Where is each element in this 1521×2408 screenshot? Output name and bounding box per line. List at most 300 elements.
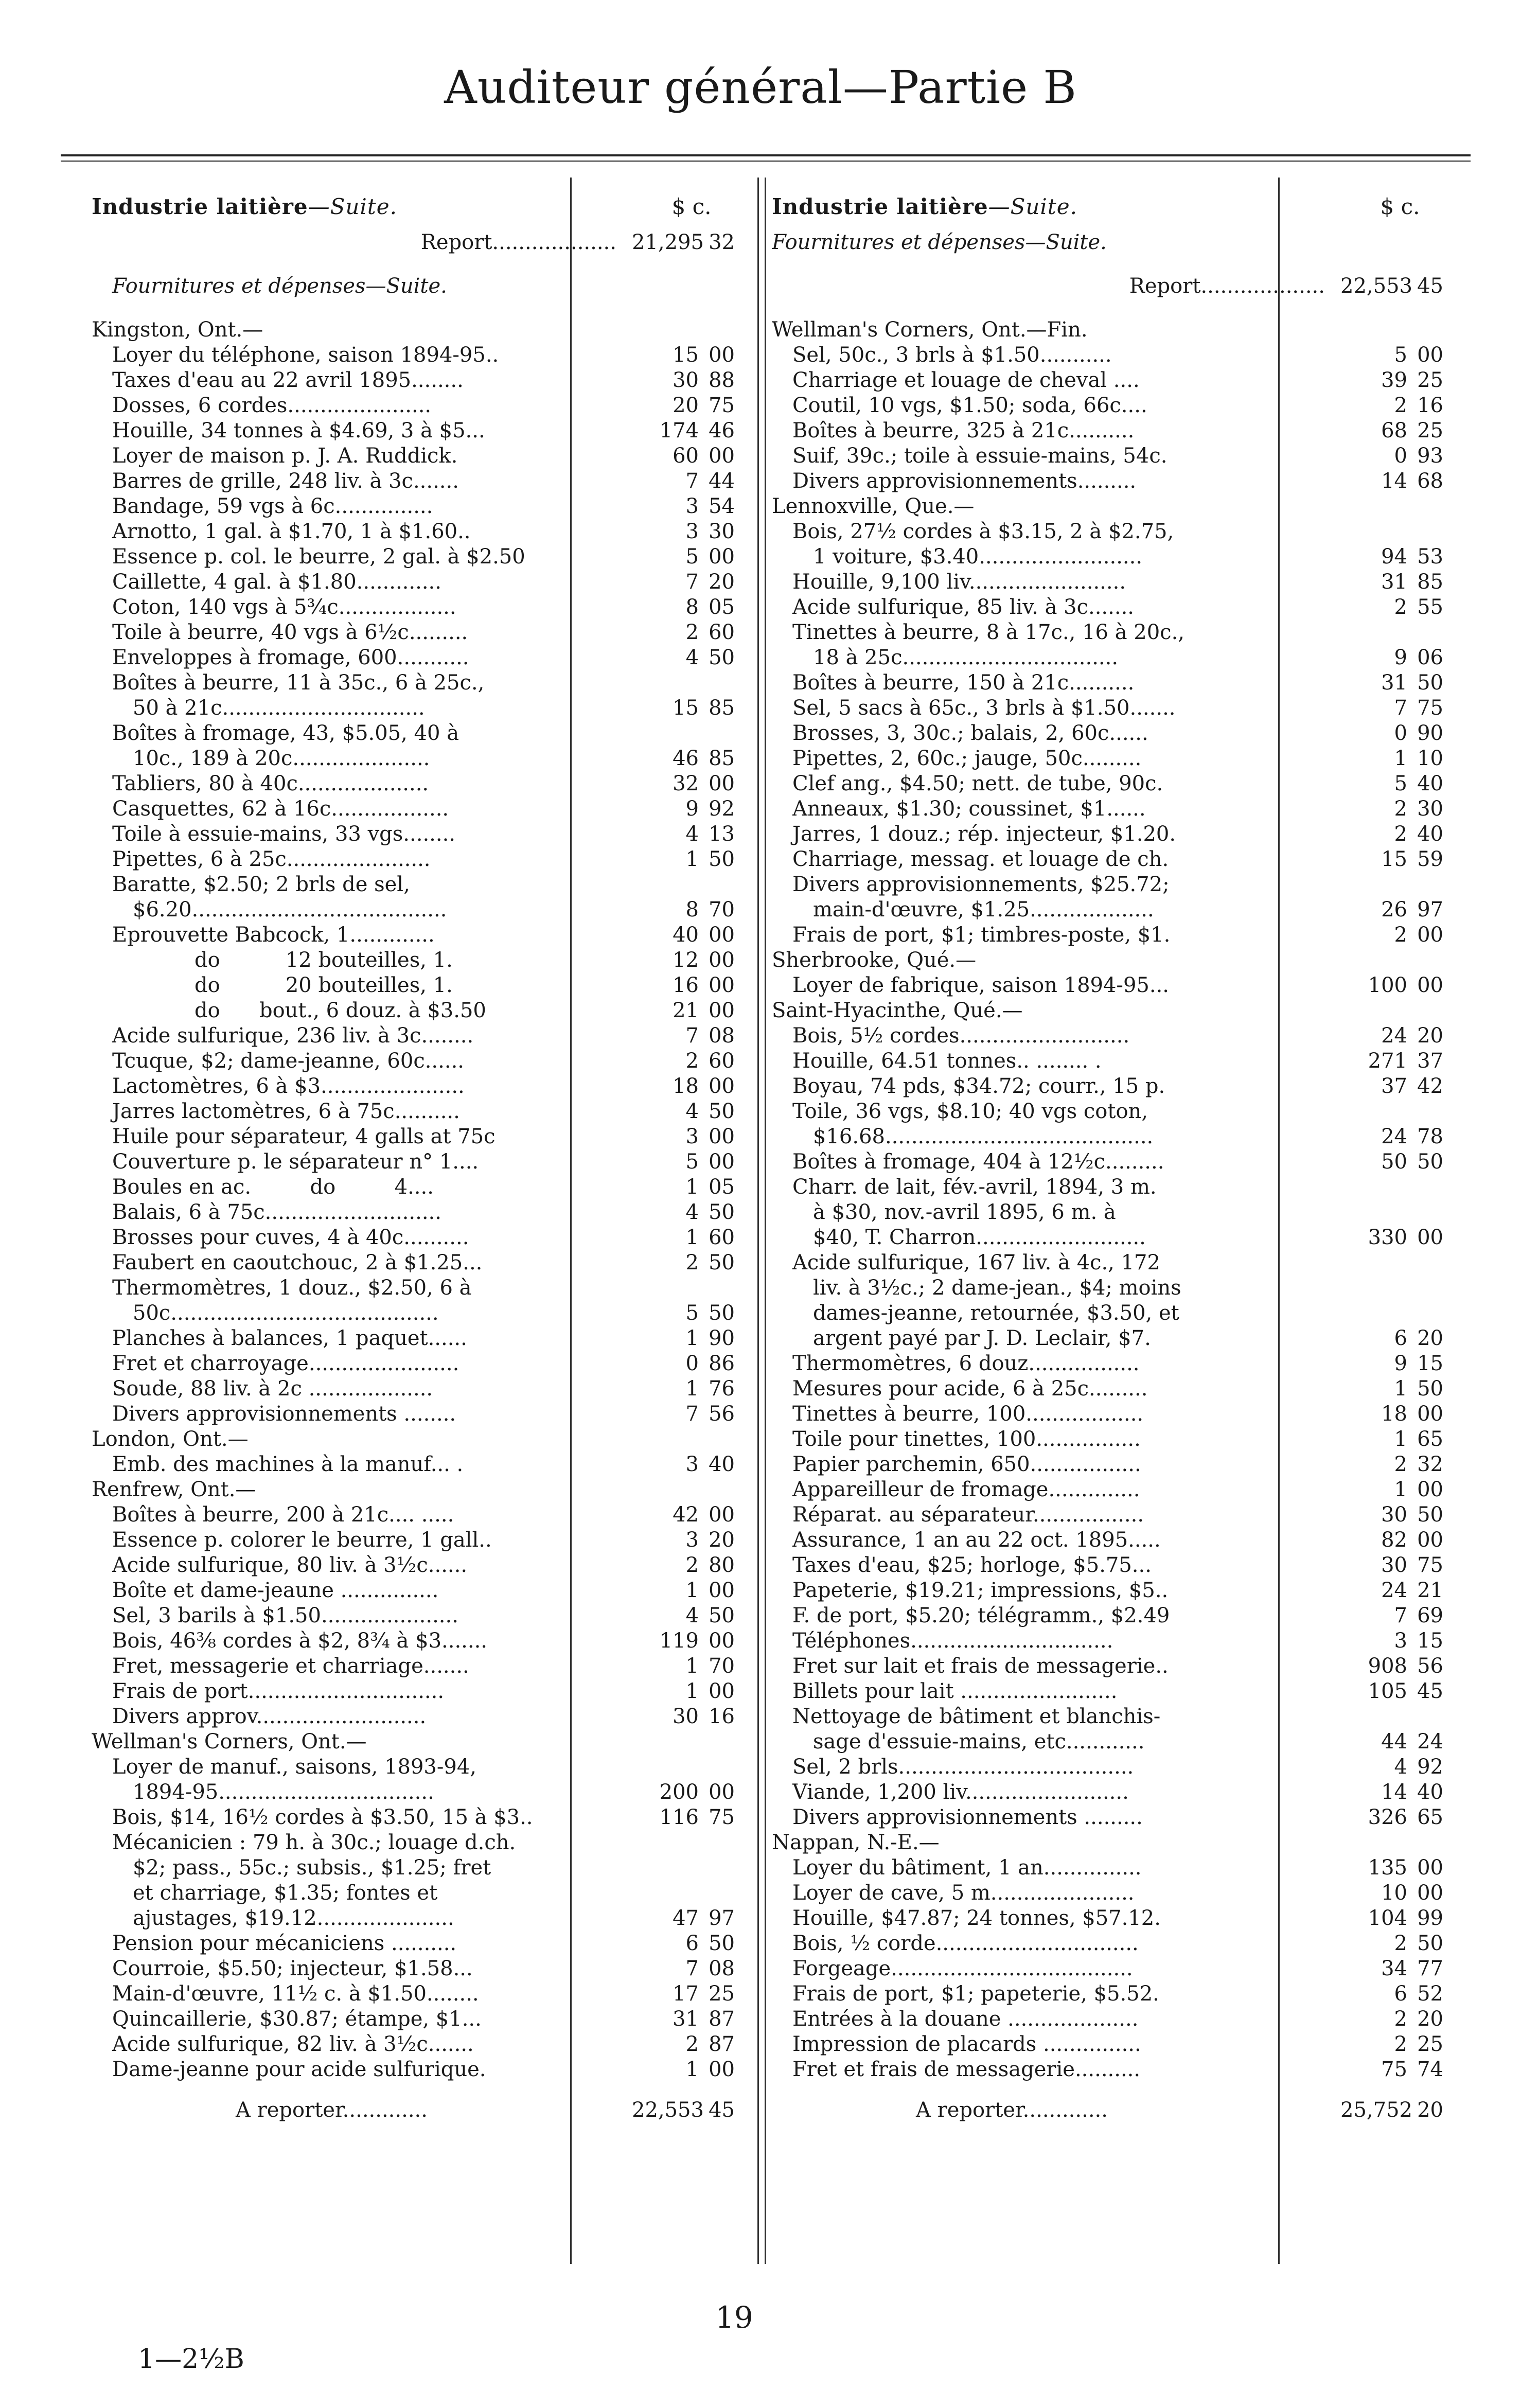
item-description: Toile pour tinettes, 100................ (792, 1427, 1141, 1451)
item-amount (1330, 1074, 1464, 1099)
item-description: Tinettes à beurre, 8 à 17c., 16 à 20c., (792, 621, 1184, 644)
item-description: Anneaux, $1.30; coussinet, $1...... (792, 797, 1146, 821)
ledger-row (772, 2032, 1464, 2057)
item-description: Mesures pour acide, 6 à 25c......... (792, 1377, 1148, 1401)
amount-cents: 08 (709, 1957, 735, 1980)
amount-dollars: 3 (1394, 1629, 1407, 1653)
amount-cents: 30 (1417, 797, 1443, 821)
amount-cents: 30 (709, 520, 735, 543)
item-amount (622, 343, 755, 368)
right-header-label: Industrie laitière (772, 193, 988, 219)
item-description: Houille, 64.51 tonnes.. ........ . (792, 1049, 1102, 1073)
ledger-row (92, 620, 755, 645)
item-amount (622, 1326, 755, 1351)
item-amount (1330, 645, 1464, 670)
right-header (772, 183, 1464, 230)
amount-dollars: 3 (685, 1528, 699, 1552)
ledger-row (92, 1931, 755, 1956)
item-description: Appareilleur de fromage.............. (792, 1478, 1140, 1501)
page-number: 19 (715, 2300, 753, 2335)
item-amount (1330, 847, 1464, 872)
item-description: Charriage, messag. et louage de ch. (792, 847, 1169, 871)
item-description: Wellman's Corners, Ont.—Fin. (772, 318, 1088, 342)
ledger-row (772, 317, 1464, 343)
left-amount-header: $ c. (671, 193, 712, 219)
ledger-row (92, 1099, 755, 1124)
ledger-row (772, 1351, 1464, 1376)
amount-cents: 52 (1417, 1982, 1443, 2006)
item-amount (622, 1855, 755, 1881)
amount-cents: 65 (1417, 1805, 1443, 1829)
ledger-row (772, 1855, 1464, 1881)
right-amount-header: $ c. (1380, 193, 1420, 219)
item-amount (622, 1553, 755, 1578)
item-amount (1330, 2007, 1464, 2032)
amount-cents: 13 (709, 822, 735, 846)
item-amount (622, 1729, 755, 1755)
amount-cents: 76 (709, 1377, 735, 1401)
ledger-row (772, 1628, 1464, 1654)
spacer (92, 255, 755, 274)
amount-dollars: 271 (1368, 1049, 1407, 1073)
amount-dollars: 3 (685, 494, 699, 518)
ledger-row (772, 444, 1464, 469)
ledger-row (772, 1250, 1464, 1276)
item-description: Coutil, 10 vgs, $1.50; soda, 66c.... (792, 394, 1147, 417)
ledger-row (92, 897, 755, 923)
item-amount (1330, 1049, 1464, 1074)
ledger-row (772, 2057, 1464, 2082)
amount-dollars: 2 (1394, 1453, 1407, 1476)
item-amount (622, 1149, 755, 1175)
amount-dollars: 31 (1381, 671, 1407, 695)
item-description: Nappan, N.-E.— (772, 1831, 940, 1854)
ledger-row (772, 1805, 1464, 1830)
ledger-row (92, 343, 755, 368)
item-description: $40, T. Charron.......................... (813, 1226, 1146, 1249)
amount-dollars: 5 (685, 545, 699, 569)
item-description: 50c......................................... (133, 1301, 439, 1325)
item-description: Pipettes, 6 à 25c...................... (112, 847, 431, 871)
amount-cents: 42 (1417, 1074, 1443, 1098)
item-amount (622, 771, 755, 796)
item-description: Nettoyage de bâtiment et blanchis- (792, 1705, 1161, 1728)
item-description: Boîtes à fromage, 404 à 12½c......... (792, 1150, 1164, 1174)
item-description: do 12 bouteilles, 1. (194, 948, 453, 972)
ledger-row (92, 1679, 755, 1704)
amount-dollars: 7 (685, 1024, 699, 1048)
amount-cents: 88 (709, 368, 735, 392)
item-amount (1330, 1301, 1464, 1326)
amount-dollars: 37 (1381, 1074, 1407, 1098)
item-amount (622, 494, 755, 519)
item-amount (1330, 2032, 1464, 2057)
amount-cents: 50 (709, 1604, 735, 1627)
item-amount (1330, 670, 1464, 696)
item-description: Sherbrooke, Qué.— (772, 948, 977, 972)
amount-dollars: 2 (685, 2032, 699, 2056)
item-description: Loyer du bâtiment, 1 an............... (792, 1856, 1142, 1880)
amount-cents: 15 (1417, 1629, 1443, 1653)
item-description: Entrées à la douane .................... (792, 2007, 1139, 2031)
item-amount (1330, 620, 1464, 645)
amount-cents: 15 (1417, 1352, 1443, 1375)
amount-cents: 87 (709, 2032, 735, 2056)
ledger-row (772, 343, 1464, 368)
item-amount (1330, 393, 1464, 418)
ledger-row (772, 1326, 1464, 1351)
item-amount (1330, 1276, 1464, 1301)
left-header-label: Industrie laitière (92, 193, 308, 219)
item-amount (622, 897, 755, 923)
ledger-row (92, 746, 755, 771)
item-amount (1330, 796, 1464, 822)
item-amount (622, 1351, 755, 1376)
item-amount (622, 1704, 755, 1729)
amount-dollars: 4 (1394, 1755, 1407, 1779)
amount-cents: 00 (1417, 973, 1443, 997)
amount-cents: 45 (1417, 274, 1443, 298)
amount-dollars: 50 (1381, 1150, 1407, 1174)
item-amount (1330, 1578, 1464, 1603)
amount-dollars: 104 (1368, 1906, 1407, 1930)
item-amount (1330, 2057, 1464, 2082)
ledger-row (92, 822, 755, 847)
item-description: do 20 bouteilles, 1. (194, 973, 453, 997)
item-amount (622, 973, 755, 998)
item-amount (1330, 897, 1464, 923)
ledger-row (772, 1099, 1464, 1124)
ledger-row (92, 771, 755, 796)
item-amount (622, 1301, 755, 1326)
amount-dollars: 15 (673, 696, 699, 720)
item-amount (622, 670, 755, 696)
item-description: Mécanicien : 79 h. à 30c.; louage d.ch. (112, 1831, 516, 1854)
ledger-row (92, 796, 755, 822)
left-header-suffix: —Suite. (308, 193, 397, 219)
item-description: Divers approvisionnements ........ (112, 1402, 456, 1426)
amount-cents: 25 (709, 1982, 735, 2006)
amount-dollars: 44 (1381, 1730, 1407, 1754)
item-description: Fret, messagerie et charriage....... (112, 1654, 469, 1678)
amount-dollars: 116 (659, 1805, 699, 1829)
item-amount (1330, 418, 1464, 444)
ledger-row (772, 368, 1464, 393)
spacer (92, 299, 755, 317)
amount-cents: 06 (1417, 646, 1443, 669)
amount-cents: 20 (1417, 1326, 1443, 1350)
item-description: Boîtes à beurre, 150 à 21c.......... (792, 671, 1135, 695)
item-description: Arnotto, 1 gal. à $1.70, 1 à $1.60.. (112, 520, 471, 543)
amount-dollars: 15 (1381, 847, 1407, 871)
item-amount (1330, 1780, 1464, 1805)
item-amount (1330, 595, 1464, 620)
item-description: Suif, 39c.; toile à essuie-mains, 54c. (792, 444, 1168, 468)
item-amount (1330, 1679, 1464, 1704)
amount-cents: 00 (709, 923, 735, 947)
item-description: Viande, 1,200 liv......................... (792, 1780, 1129, 1804)
item-description: Divers approvisionnements......... (792, 469, 1137, 493)
ledger-row (92, 2007, 755, 2032)
amount-cents: 60 (709, 621, 735, 644)
item-description: Bandage, 59 vgs à 6c............... (112, 494, 433, 518)
amount-dollars: 2 (1394, 797, 1407, 821)
amount-dollars: 47 (673, 1906, 699, 1930)
amount-dollars: 2 (1394, 595, 1407, 619)
item-description: Boîtes à fromage, 43, $5.05, 40 à (112, 721, 459, 745)
item-description: $6.20....................................... (133, 898, 447, 922)
ledger-row (92, 1250, 755, 1276)
item-description: Casquettes, 62 à 16c.................. (112, 797, 449, 821)
item-description: Essence p. colorer le beurre, 1 gall.. (112, 1528, 492, 1552)
item-amount (622, 1402, 755, 1427)
item-description: Enveloppes à fromage, 600........... (112, 646, 469, 669)
amount-dollars: 100 (1368, 973, 1407, 997)
item-amount (1330, 771, 1464, 796)
amount-dollars: 1 (685, 847, 699, 871)
amount-cents: 75 (709, 1805, 735, 1829)
amount-dollars: 8 (685, 595, 699, 619)
amount-dollars: 31 (1381, 570, 1407, 594)
item-description: Boîtes à beurre, 325 à 21c.......... (792, 419, 1135, 442)
ledger-row (772, 1830, 1464, 1855)
item-description: Toile, 36 vgs, $8.10; 40 vgs coton, (792, 1100, 1148, 1123)
ledger-row (772, 519, 1464, 544)
ledger-row (92, 645, 755, 670)
item-amount (1330, 1704, 1464, 1729)
item-amount (622, 1578, 755, 1603)
ledger-row (92, 570, 755, 595)
page-title: Auditeur général—Partie B (444, 61, 1077, 114)
ledger-row (92, 1074, 755, 1099)
ledger-row (772, 1049, 1464, 1074)
ledger-row (92, 1780, 755, 1805)
carry-forward-label: A reporter............. (916, 2098, 1108, 2122)
ledger-row (772, 1276, 1464, 1301)
amount-dollars: 6 (1394, 1326, 1407, 1350)
item-description: Frais de port.............................. (112, 1679, 445, 1703)
item-description: Fournitures et dépenses—Suite. (112, 274, 447, 298)
amount-cents: 75 (1417, 1553, 1443, 1577)
amount-dollars: 135 (1368, 1856, 1407, 1880)
item-description: Renfrew, Ont.— (92, 1478, 256, 1501)
amount-dollars: 2 (1394, 2032, 1407, 2056)
item-amount (622, 1124, 755, 1149)
item-description: Boîtes à beurre, 200 à 21c.... ..... (112, 1503, 454, 1527)
amount-cents: 16 (1417, 394, 1443, 417)
amount-dollars: 10 (1381, 1881, 1407, 1905)
amount-dollars: 34 (1381, 1957, 1407, 1980)
ledger-row (772, 1124, 1464, 1149)
ledger-row (92, 847, 755, 872)
item-description: do bout., 6 douz. à $3.50 (194, 999, 486, 1022)
item-amount (1330, 1755, 1464, 1780)
amount-dollars: 2 (685, 621, 699, 644)
ledger-row (772, 1477, 1464, 1502)
ledger-row (92, 1729, 755, 1755)
item-amount (622, 1250, 755, 1276)
amount-cents: 00 (709, 1780, 735, 1804)
amount-cents: 50 (709, 1932, 735, 1955)
amount-cents: 00 (1417, 1226, 1443, 1249)
amount-cents: 77 (1417, 1957, 1443, 1980)
amount-dollars: 4 (685, 1100, 699, 1123)
amount-dollars: 326 (1368, 1805, 1407, 1829)
amount-dollars: 2 (1394, 822, 1407, 846)
item-amount (622, 368, 755, 393)
ledger-row (772, 544, 1464, 570)
item-description: Divers approvisionnements ......... (792, 1805, 1143, 1829)
ledger-row (772, 1981, 1464, 2007)
item-description: dames-jeanne, retournée, $3.50, et (813, 1301, 1179, 1325)
amount-dollars: 4 (685, 1200, 699, 1224)
item-description: Fournitures et dépenses—Suite. (772, 231, 1107, 254)
amount-dollars: 0 (1394, 444, 1407, 468)
item-amount (622, 696, 755, 721)
item-amount (622, 847, 755, 872)
item-amount (1330, 1427, 1464, 1452)
amount-dollars: 2 (685, 1251, 699, 1274)
item-description: Téléphones............................... (792, 1629, 1113, 1653)
amount-dollars: 1 (685, 1175, 699, 1199)
item-description: $16.68......................................... (813, 1125, 1154, 1148)
ledger-row (92, 494, 755, 519)
item-amount (622, 998, 755, 1023)
ledger-row (772, 1175, 1464, 1200)
ledger-row (772, 670, 1464, 696)
amount-dollars: 42 (673, 1503, 699, 1527)
ledger-row (92, 444, 755, 469)
amount-dollars: 9 (1394, 646, 1407, 669)
item-amount (622, 1528, 755, 1553)
amount-cents: 65 (1417, 1427, 1443, 1451)
item-description: Forgeage..................................... (792, 1957, 1133, 1980)
ledger-row (92, 519, 755, 544)
amount-cents: 00 (1417, 1528, 1443, 1552)
amount-dollars: 200 (659, 1780, 699, 1804)
ledger-row (92, 670, 755, 696)
item-amount (622, 1099, 755, 1124)
item-amount (622, 393, 755, 418)
item-amount (1330, 1225, 1464, 1250)
amount-cents: 05 (709, 1175, 735, 1199)
amount-cents: 20 (709, 1528, 735, 1552)
item-amount (622, 1276, 755, 1301)
amount-dollars: 330 (1368, 1226, 1407, 1249)
amount-dollars: 1 (685, 2058, 699, 2081)
ledger-row (772, 1679, 1464, 1704)
item-description: Taxes d'eau au 22 avril 1895........ (112, 368, 464, 392)
amount-dollars: 24 (1381, 1024, 1407, 1048)
ledger-row (92, 1276, 755, 1301)
amount-cents: 00 (709, 1125, 735, 1148)
ledger-row (772, 1149, 1464, 1175)
amount-cents: 05 (709, 595, 735, 619)
item-amount (1330, 948, 1464, 973)
amount-dollars: 4 (685, 1604, 699, 1627)
ledger-row (772, 1603, 1464, 1628)
amount-cents: 85 (709, 747, 735, 770)
amount-cents: 10 (1417, 747, 1443, 770)
amount-cents: 50 (1417, 671, 1443, 695)
ledger-row (772, 1881, 1464, 1906)
item-amount (1330, 1452, 1464, 1477)
amount-cents: 21 (1417, 1579, 1443, 1602)
amount-dollars: 2 (685, 1553, 699, 1577)
ledger-row (92, 1502, 755, 1528)
item-description: Houille, $47.87; 24 tonnes, $57.12. (792, 1906, 1161, 1930)
amount-dollars: 30 (673, 368, 699, 392)
amount-cents: 00 (1417, 1881, 1443, 1905)
carry-forward-amount (622, 2098, 755, 2123)
amount-dollars: 105 (1368, 1679, 1407, 1703)
amount-dollars: 14 (1381, 469, 1407, 493)
left-column (92, 183, 755, 2123)
item-amount (622, 1881, 755, 1906)
amount-cents: 80 (709, 1553, 735, 1577)
ledger-row (772, 1225, 1464, 1250)
ledger-row (772, 274, 1464, 299)
item-description: Divers approvisionnements, $25.72; (792, 873, 1170, 896)
amount-cents: 24 (1417, 1730, 1443, 1754)
item-description: Kingston, Ont.— (92, 318, 263, 342)
item-amount (1330, 923, 1464, 948)
ledger-row (772, 2007, 1464, 2032)
item-description: à $30, nov.-avril 1895, 6 m. à (813, 1200, 1116, 1224)
item-amount (622, 1502, 755, 1528)
ledger-row (772, 746, 1464, 771)
carry-forward-label: A reporter............. (236, 2098, 428, 2122)
amount-cents: 25 (1417, 419, 1443, 442)
amount-cents: 32 (1417, 1453, 1443, 1476)
item-amount (1330, 1023, 1464, 1049)
amount-dollars: 1 (685, 1654, 699, 1678)
amount-cents: 08 (709, 1024, 735, 1048)
item-amount (1330, 872, 1464, 897)
amount-cents: 00 (709, 1679, 735, 1703)
amount-cents: 20 (1417, 1024, 1443, 1048)
item-amount (622, 595, 755, 620)
amount-dollars: 5 (685, 1301, 699, 1325)
item-amount (1330, 544, 1464, 570)
ledger-row (92, 274, 755, 299)
item-description: Dosses, 6 cordes...................... (112, 394, 432, 417)
header-rule-thin (61, 161, 1471, 162)
item-amount (622, 1023, 755, 1049)
item-description: Bois, 5½ cordes.......................... (792, 1024, 1130, 1048)
ledger-row (772, 1200, 1464, 1225)
amount-cents: 00 (709, 1629, 735, 1653)
amount-cents: 00 (709, 545, 735, 569)
amount-cents: 50 (709, 1200, 735, 1224)
ledger-row (92, 998, 755, 1023)
item-description: Sel, 5 sacs à 65c., 3 brls à $1.50....... (792, 696, 1176, 720)
ledger-row (92, 469, 755, 494)
amount-cents: 50 (709, 646, 735, 669)
ledger-row (92, 1578, 755, 1603)
amount-dollars: 5 (1394, 343, 1407, 367)
item-amount (622, 274, 755, 299)
amount-dollars: 174 (659, 419, 699, 442)
item-amount (1330, 368, 1464, 393)
item-description: Quincaillerie, $30.87; étampe, $1... (112, 2007, 482, 2031)
amount-cents: 99 (1417, 1906, 1443, 1930)
amount-dollars: 1 (1394, 1377, 1407, 1401)
amount-cents: 53 (1417, 545, 1443, 569)
item-description: Loyer du téléphone, saison 1894-95.. (112, 343, 499, 367)
item-amount (622, 620, 755, 645)
ledger-row (772, 696, 1464, 721)
